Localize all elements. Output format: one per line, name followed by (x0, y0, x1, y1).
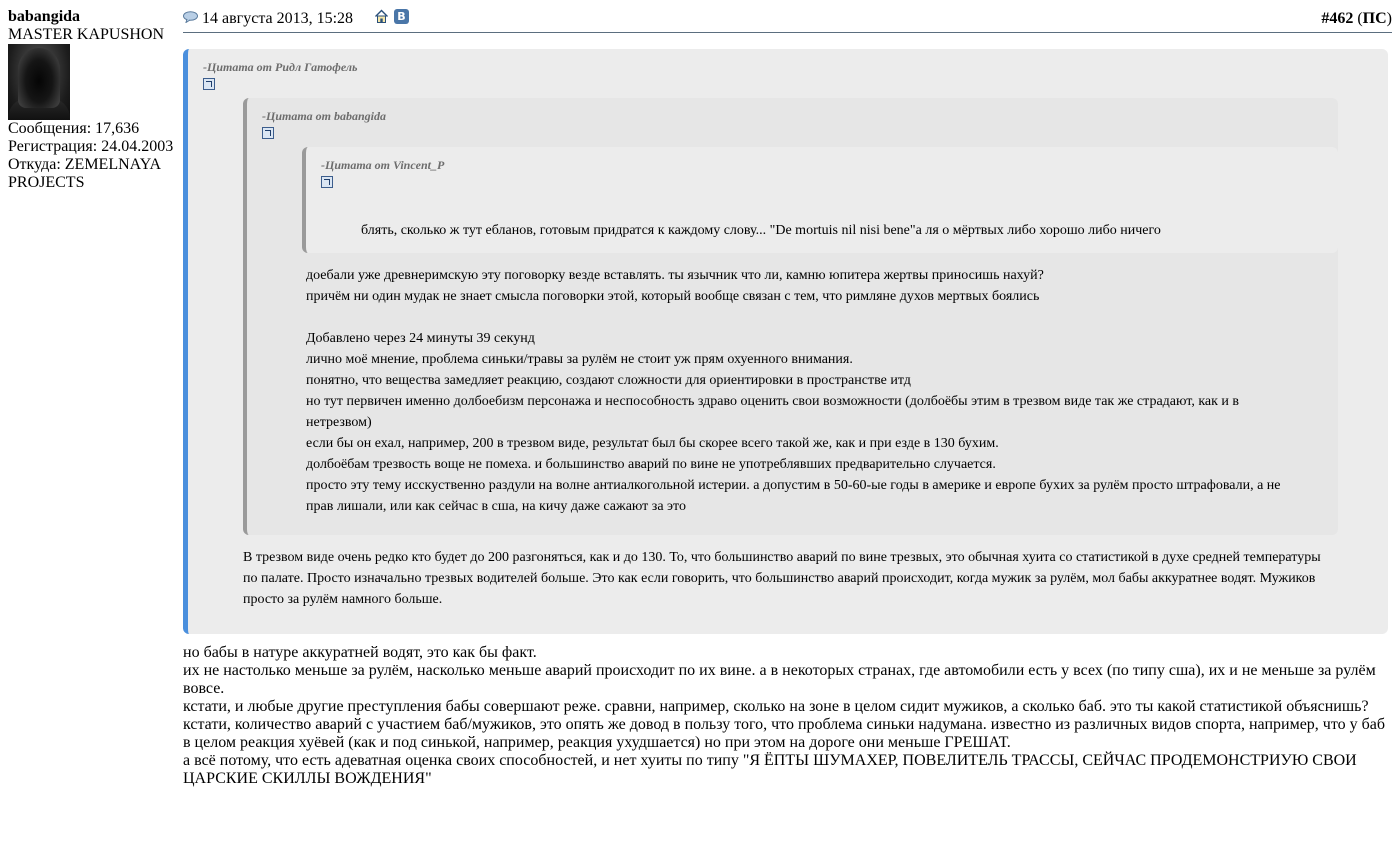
quote-middle (243, 98, 1338, 535)
post-body (183, 644, 1392, 788)
quote-text: если бы он ехал, например, 200 в трезвом виде, результат был бы скорее всего такой же, как и при езде в 130 бухим. (306, 436, 999, 451)
user-location: Откуда: ZEMELNAYA PROJECTS (8, 156, 161, 191)
username[interactable]: babangida (8, 8, 81, 25)
quote-text: блять, сколько ж тут ебланов, готовым придратся к каждому слову... "De mortuis nil nisi bene"а ля о мёртвых либо хорошо либо ничего (361, 223, 1161, 238)
home-icon[interactable] (374, 9, 389, 24)
body-line: их не настолько меньше за рулём, насколько меньше аварий происходит по их вине. а в некоторых странах, где автомобили есть у всех (по типу сша), их и не меньше за рулём вовсе. (183, 662, 1376, 697)
post-number[interactable]: #462 (1321, 10, 1354, 27)
post-header (183, 8, 1392, 33)
quote-text: просто эту тему исскуственно раздули на волне антиалкогольной истерии. а допустим в 50-60-ые годы в америке и европе бухих за рулём просто штрафовали, а не прав лишали, или как сейчас в сша, на кичу даже сажают за это (306, 478, 1281, 514)
quote-text: причём ни один мудак не знает смысла поговорки этой, который вообще связан с тем, что римляне духов мертвых боялись (306, 289, 1040, 304)
quote-link-icon[interactable] (262, 127, 274, 139)
quote-text: доебали уже древнеримскую эту поговорку везде вставлять. ты язычник что ли, камню юпитера жертвы приносишь нахуй? (306, 268, 1044, 283)
ps-link[interactable]: ПС (1362, 10, 1387, 27)
quote-text: но тут первичен именно долбоебизм персонажа и неспособность здраво оценить свои возможности (долбоёбы этим в трезвом виде так же страдают, как и в нетрезвом) (306, 394, 1240, 430)
post-count: Сообщения: 17,636 (8, 120, 140, 137)
body-line: а всё потому, что есть адеватная оценка своих способностей, и нет хуиты по типу "Я ЁПТЫ ШУМАХЕР, ПОВЕЛИТЕЛЬ ТРАССЫ, СЕЙЧАС ПРОДЕМОНСТРИУЮ СВОИ ЦАРСКИЕ СКИЛЛЫ ВОЖДЕНИЯ" (183, 752, 1357, 787)
quote-link-icon[interactable] (321, 176, 333, 188)
quote-author: -Цитата от babangida (262, 109, 387, 123)
post-date: 14 августа 2013, 15:28 (202, 10, 354, 27)
quote-inner (302, 147, 1338, 253)
post-number-wrap: #462 (ПС) (1321, 10, 1392, 27)
body-line: кстати, количество аварий с участием баб/мужиков, это опять же довод в пользу того, что проблема синьки надумана. известно из различных видов спорта, например, что у баб в целом реакция хуёвей (как и под синькой, например, реакция ухудшается) но при этом на дороге они меньше ГРЕШАТ. (183, 716, 1386, 751)
message-icon (183, 11, 198, 23)
body-line: но бабы в натуре аккуратней водят, это как бы факт. (183, 644, 537, 661)
registration-date: Регистрация: 24.04.2003 (8, 138, 174, 155)
quote-link-icon[interactable] (203, 78, 215, 90)
quote-text: долбоёбам трезвость воще не помеха. и большинство аварий по вине не употреблявших предварительно случается. (306, 457, 996, 472)
added-note: Добавлено через 24 минуты 39 секунд (306, 331, 535, 346)
avatar (8, 44, 70, 120)
body-line: кстати, и любые другие преступления бабы совершают реже. сравни, например, сколько на зоне в целом сидит мужиков, а сколько баб. это ты какой статистикой объяснишь? (183, 698, 1369, 715)
user-rank: MASTER KAPUSHON (8, 26, 165, 43)
user-info-panel (8, 8, 178, 192)
quote-author: -Цитата от Vincent_P (321, 158, 445, 172)
quote-text: лично моё мнение, проблема синьки/травы за рулём не стоит уж прям охуенного внимания. (306, 352, 853, 367)
quote-text: понятно, что вещества замедляет реакцию, создают сложности для ориентировки в пространстве итд (306, 373, 911, 388)
vk-icon[interactable]: В (394, 9, 409, 24)
quote-outer (183, 49, 1388, 634)
quote-author: -Цитата от Ридл Гатофель (203, 60, 358, 74)
quote-text: В трезвом виде очень редко кто будет до 200 разгоняться, как и до 130. То, что большинство аварий по вине трезвых, это обычная хуита со статистикой в духе средней температуры по палате. Просто изначально трезвых водителей больше. Это как если говорить, что большинство аварий происходит, когда мужик за рулём, мол бабы аккуратнее водят. Мужиков просто за рулём намного больше. (243, 550, 1321, 607)
post-content (183, 8, 1392, 788)
